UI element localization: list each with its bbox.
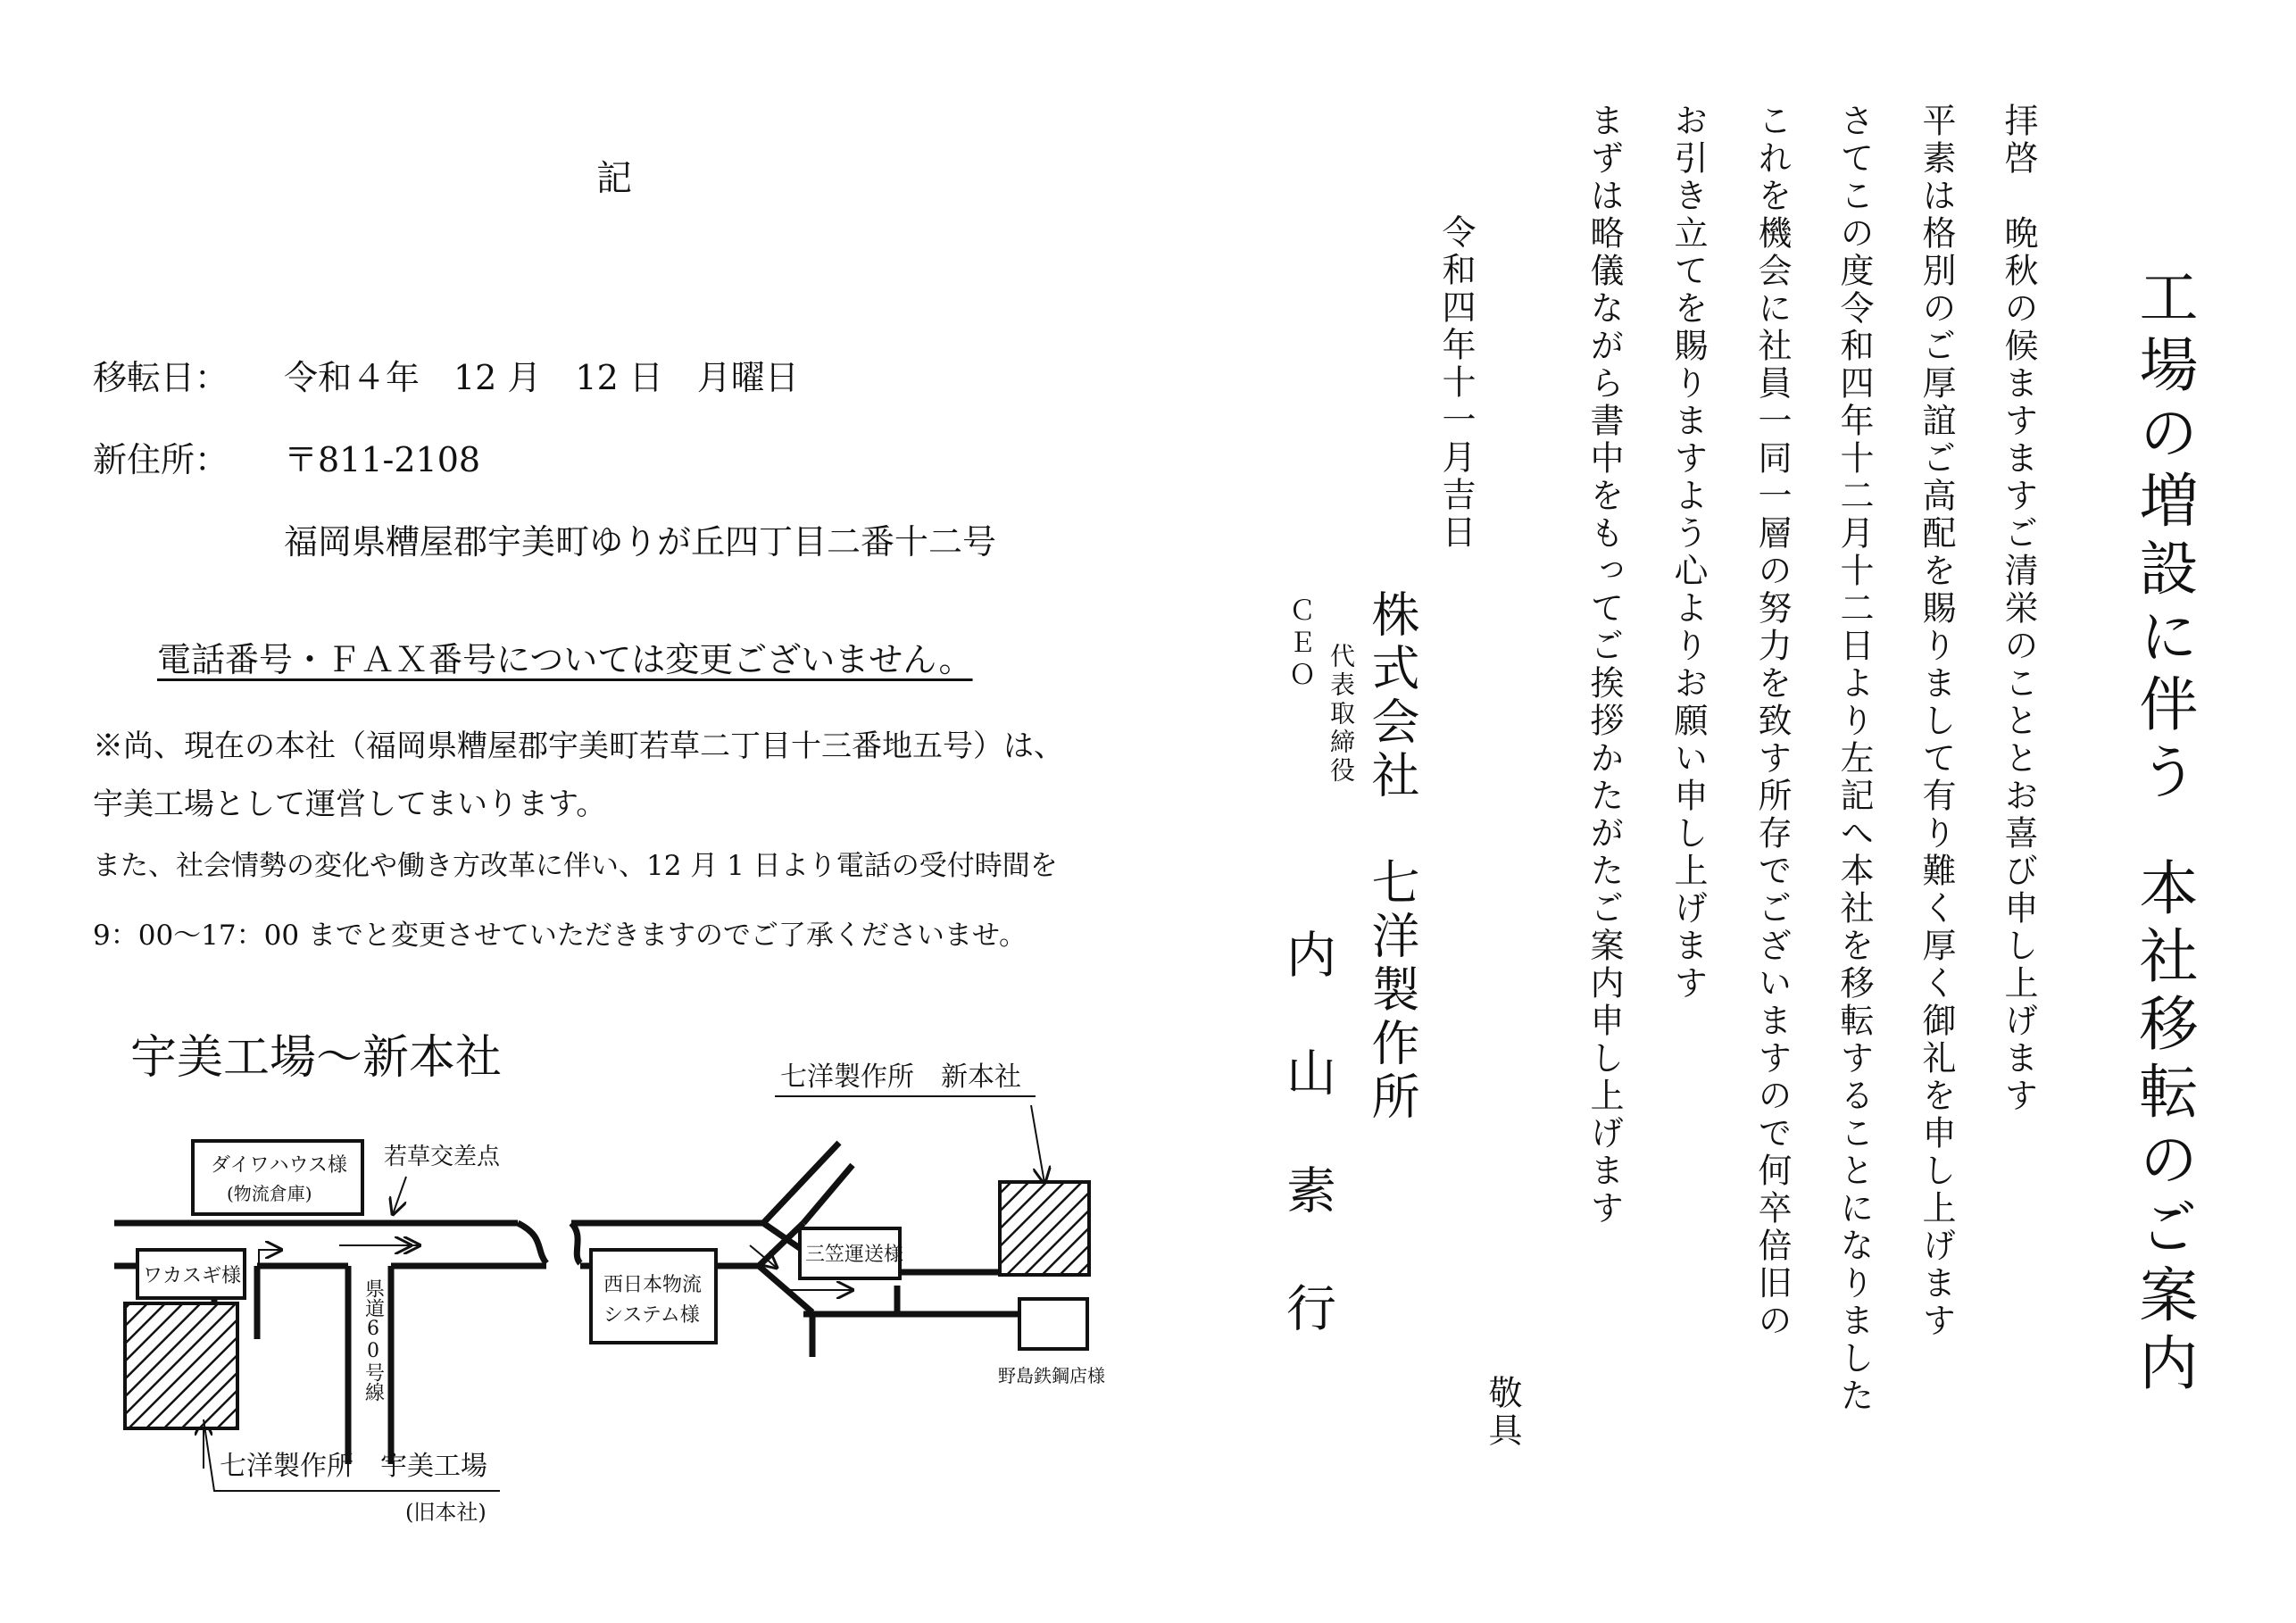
map-nishinihon-label-2: システム様 bbox=[603, 1304, 700, 1327]
letter-title-line1: 工場の増設に伴う bbox=[2129, 266, 2198, 809]
letter-body-line-1: 拝啓 晩秋の候ますますご清栄のこととお喜び申し上げます bbox=[1999, 103, 2038, 1115]
new-address: 福岡県糟屋郡宇美町ゆりが丘四丁目二番十二号 bbox=[284, 522, 997, 562]
move-date-value: 令和４年 12 月 12 日 月曜日 bbox=[284, 358, 799, 397]
new-hq-hatched bbox=[1000, 1182, 1089, 1275]
phone-notice: 電話番号・ＦＡＸ番号については変更ございません。 bbox=[157, 640, 973, 679]
move-date-label: 移転日： bbox=[93, 358, 229, 397]
letter-body-line-4: これを機会に社員一同一層の努力を致す所存でございますので何卒倍旧の bbox=[1752, 103, 1792, 1340]
map-nishinihon-label-1: 西日本物流 bbox=[603, 1274, 703, 1296]
letter-closing: 敬具 bbox=[1483, 1375, 1522, 1450]
map-title: 宇美工場～新本社 bbox=[130, 1031, 503, 1085]
map-wakasugi-label: ワカスギ様 bbox=[143, 1265, 242, 1287]
map-route-label: 県道60号線 bbox=[362, 1278, 385, 1402]
letter-body-line-6: まずは略儀ながら書中をもってご挨拶かたがたご案内申し上げます bbox=[1585, 103, 1624, 1228]
map-wakakusa-label: 若草交差点 bbox=[384, 1144, 501, 1170]
nishinihon-box bbox=[591, 1250, 716, 1343]
letter-body-line-5: お引き立てを賜りますよう心よりお願い申し上げます bbox=[1668, 103, 1708, 1003]
map-old-hq-label: (旧本社) bbox=[405, 1500, 487, 1525]
map-nojima-label: 野島鉄鋼店様 bbox=[998, 1365, 1105, 1386]
rep-name: 内 山 素 行 bbox=[1278, 928, 1336, 1341]
map-daiwa-label: ダイワハウス様 bbox=[211, 1154, 347, 1177]
letter-body-line-2: 平素は格別のご厚誼ご高配を賜りまして有り難く厚く御礼を申し上げます bbox=[1917, 103, 1956, 1340]
note-line-1: ※尚、現在の本社（福岡県糟屋郡宇美町若草二丁目十三番地五号）は、 bbox=[93, 728, 1064, 764]
ki-heading: 記 bbox=[596, 158, 632, 199]
note-line-2: 宇美工場として運営してまいります。 bbox=[93, 787, 607, 822]
nojima-box bbox=[1019, 1299, 1087, 1349]
umi-factory-hatched bbox=[125, 1303, 237, 1428]
address-label: 新住所： bbox=[93, 440, 229, 479]
map-umi-factory-label: 七洋製作所 宇美工場 bbox=[220, 1451, 487, 1482]
note-line-3: また、社会情勢の変化や働き方改革に伴い、12 月 1 日より電話の受付時間を bbox=[93, 850, 1058, 882]
map-new-hq-label: 七洋製作所 新本社 bbox=[780, 1061, 1021, 1093]
ceo-label: ＣＥＯ bbox=[1284, 596, 1315, 693]
rep-title: 代表取締役 bbox=[1327, 643, 1356, 786]
letter-title-line2-visible: 本社移転のご案内 bbox=[2129, 857, 2198, 1400]
company-name: 株式会社 七洋製作所 bbox=[1364, 589, 1420, 1125]
letter-date: 令和四年十一月吉日 bbox=[1436, 214, 1476, 552]
note-line-4: 9：00～17：00 までと変更させていただきますのでご了承くださいませ。 bbox=[93, 920, 1027, 952]
map-mikasa-label: 三笠運送様 bbox=[805, 1244, 904, 1266]
letter-body-line-3: さてこの度令和四年十二月十二日より左記へ本社を移転することになりました bbox=[1834, 103, 1874, 1415]
map-daiwa-sub-label: (物流倉庫) bbox=[227, 1183, 312, 1204]
postal-code: 〒811-2108 bbox=[284, 440, 481, 479]
